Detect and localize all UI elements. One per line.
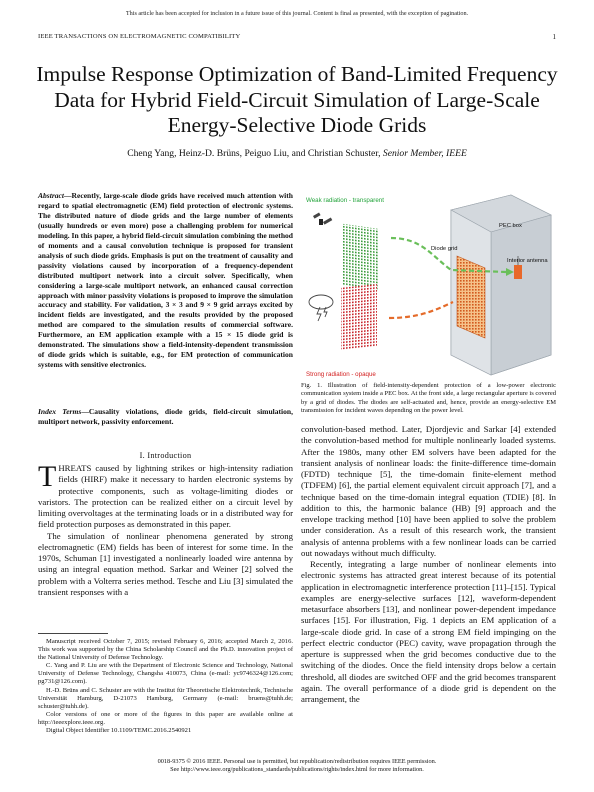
intro-paragraph-2: The simulation of nonlinear phenomena generated by strong electromagnetic (EM) fields has been of interest for some time. In the 1970s, Schuman [1] investigated a nonlinearly loaded wire antenna by using an integral equation method. Sarkar and Weiner [2] solved the problem with a Volterra series method. Tesche and Liu [3] simulated the transient responses with a [38,530,293,597]
label-pec-box: PEC box [499,223,522,229]
label-diode-grid: Diode grid [431,246,458,252]
label-strong-radiation: Strong radiation - opaque [306,371,376,378]
figure-1-caption: Fig. 1. Illustration of field-intensity-dependent protection of a low-power electronic communication system inside a PEC box. At the front side, a large rectangular aperture is covered by a grid of diodes. The diodes are self-actuated and, hence, provide an energy-selective EM transmission for incident waves depending on the power level. [301,382,556,414]
footnote-affiliation-2: H.-D. Brüns and C. Schuster are with the Institut für Theoretische Elektrotechnik, Technische Universität Hamburg, D-21073 Hamburg, Germany (e-mail: bruens@tuhh.de; schuster@tuhh.de). [38,686,293,710]
abstract-lead: Abstract [38,191,64,200]
footnote-received: Manuscript received October 7, 2015; revised February 6, 2016; accepted March 2, 2016. This work was supported by the China Scholarship Council and the Ph.D. innovation project of the National University of Defense Technology. [38,638,293,662]
section-heading-introduction: I. Introduction [139,451,192,460]
weak-radiation-wavefront [343,224,379,291]
figure-1-illustration [301,190,556,380]
diode-grid [457,256,485,338]
drop-cap: T [38,460,57,493]
author-names: Cheng Yang, Heinz-D. Brüns, Peiguo Liu, and Christian Schuster, [127,148,381,159]
page-number: 1 [552,33,556,41]
footnote-doi: Digital Object Identifier 10.1109/TEMC.2016.2540921 [46,727,192,735]
index-terms-lead: Index Terms [38,407,82,416]
paper-title: Impulse Response Optimization of Band-Limited Frequency Data for Hybrid Field-Circuit Simulation of Large-Scale Energy-Selective Diode Grids [36,62,558,137]
footnote-color-versions: Color versions of one or more of the figures in this paper are available online at http://ieeexplore.ieee.org. [38,710,293,726]
intro-paragraph-1 [38,460,293,531]
label-weak-radiation: Weak radiation - transparent [306,197,384,204]
blocked-arrow [389,302,453,318]
right-paragraph-2: Recently, integrating a large number of nonlinear elements into electronic systems has attracted great interest because of its potential application in electromagnetic interference protection [11]–[15]. Typical examples are energy-selective surfaces [12], waveform-dependent metasurface absorbers [13], and nonlinear power-dependent impedance surfaces [15]. For illustration, Fig. 1 depicts an EM application of a large-scale diode grid. In case of a strong EM field impinging on the perfect electric conductor (PEC) cavity, wave propagation through the aperture is suppressed when the grid becomes conductive due to the switching of the diodes. Once the field intensity drops below a certain threshold, all diodes are switched OFF and the grid becomes transparent again. The overall performance of a diode grid is dependent on the arrangement, the [301,559,556,704]
right-paragraph-1: convolution-based method. Later, Djordjevic and Sarkar [4] extended the convolution-based method for multiple nonlinearly loaded systems. After the 1980s, many other EM solvers have been adapted for the transient analysis of nonlinear loads: the finite-difference time-domain (FDTD) technique [5], the time-domain finite-element method (TDFEM) [6], the partial element equivalent circuit approach [7], and a technique based on the time-domain integral equation (TDIE) [8]. In addition to this, the harmonic balance (HB) [9] approach and the envelope tracking method [10] have been applied to solve the problem under consideration. As a result of this research work, the transient analysis of antenna problems with a few nonlinear loads can be carried out nowadays without much difficulty. [301,424,556,558]
footnotes [38,638,293,735]
intro-paragraph-1-text: HREATS caused by lightning strikes or high-intensity radiation fields (HIRF) make it necessary to harden electronic systems by protective components, such as voltage-limiting diodes or varistors. The protection can be realized either on a circuit level by limiting overvoltages at the terminating loads or in a distributed way for field protection purposes as demonstrated in this paper. [38,463,293,530]
running-header-journal: IEEE TRANSACTIONS ON ELECTROMAGNETIC COMPATIBILITY [38,33,241,40]
author-line [30,148,564,159]
acceptance-banner: This article has been accepted for inclusion in a future issue of this journal. Content is final as presented, with the exception of pagination. [125,10,469,17]
footer-line-2: See http://www.ieee.org/publications_standards/publications/rights/index.html for more information. [170,766,424,774]
right-column-body [301,424,556,705]
introduction-body [38,460,293,598]
label-interior-antenna: Interior antenna [507,258,548,264]
strong-radiation-wavefront [341,284,377,350]
index-terms [38,407,293,427]
footnote-affiliation-1: C. Yang and P. Liu are with the Department of Electronic Science and Technology, National University of Defense Technology, Changsha 410073, China (e-mail: yc9746324@126.com; pg731@126.com). [38,662,293,686]
lightning-cloud-icon [309,295,333,321]
footer-line-1: 0018-9375 © 2016 IEEE. Personal use is permitted, but republication/redistribution requires IEEE permission. [157,758,437,765]
satellite-icon [313,213,332,226]
copyright-footer [0,758,594,774]
index-terms-text: —Causality violations, diode grids, field-circuit simulation, multiport network, passivity enforcement. [38,407,293,426]
abstract [38,191,293,370]
footnote-rule [38,633,108,634]
abstract-text: —Recently, large-scale diode grids have received much attention with regard to spatial electromagnetic (EM) field protection of electronic systems. The distributed nature of diode grids and the large number of elements (usually hundreds or even more) pose a challenging problem for numerical modeling. In this paper, a hybrid field-circuit simulation combining the method of moments and a causal convolution technique is proposed for transient analysis of such diode grids. Emphasis is put on the treatment of causality and passivity violations caused by incorporation of a frequency-dependent distributed multiport network into a circuit solver. Specifically, when considering a large-scale multiport network, an enhanced causal correction approach with minor passivity violations is proposed to improve the simulation accuracy and stability. For validation, 3 × 3 and 9 × 9 grid arrays excited by incident fields are investigated, and the results provided by the proposed method are compared to the simulation results of commercial software. Furthermore, an EM application example with a 15 × 15 diode grid is demonstrated. The simulations show a field-intensity-dependent transmission of diode grids which is suitable, e.g., for EM protection of communication systems with sensitive electronics. [38,191,293,370]
author-role: Senior Member, IEEE [382,148,467,159]
